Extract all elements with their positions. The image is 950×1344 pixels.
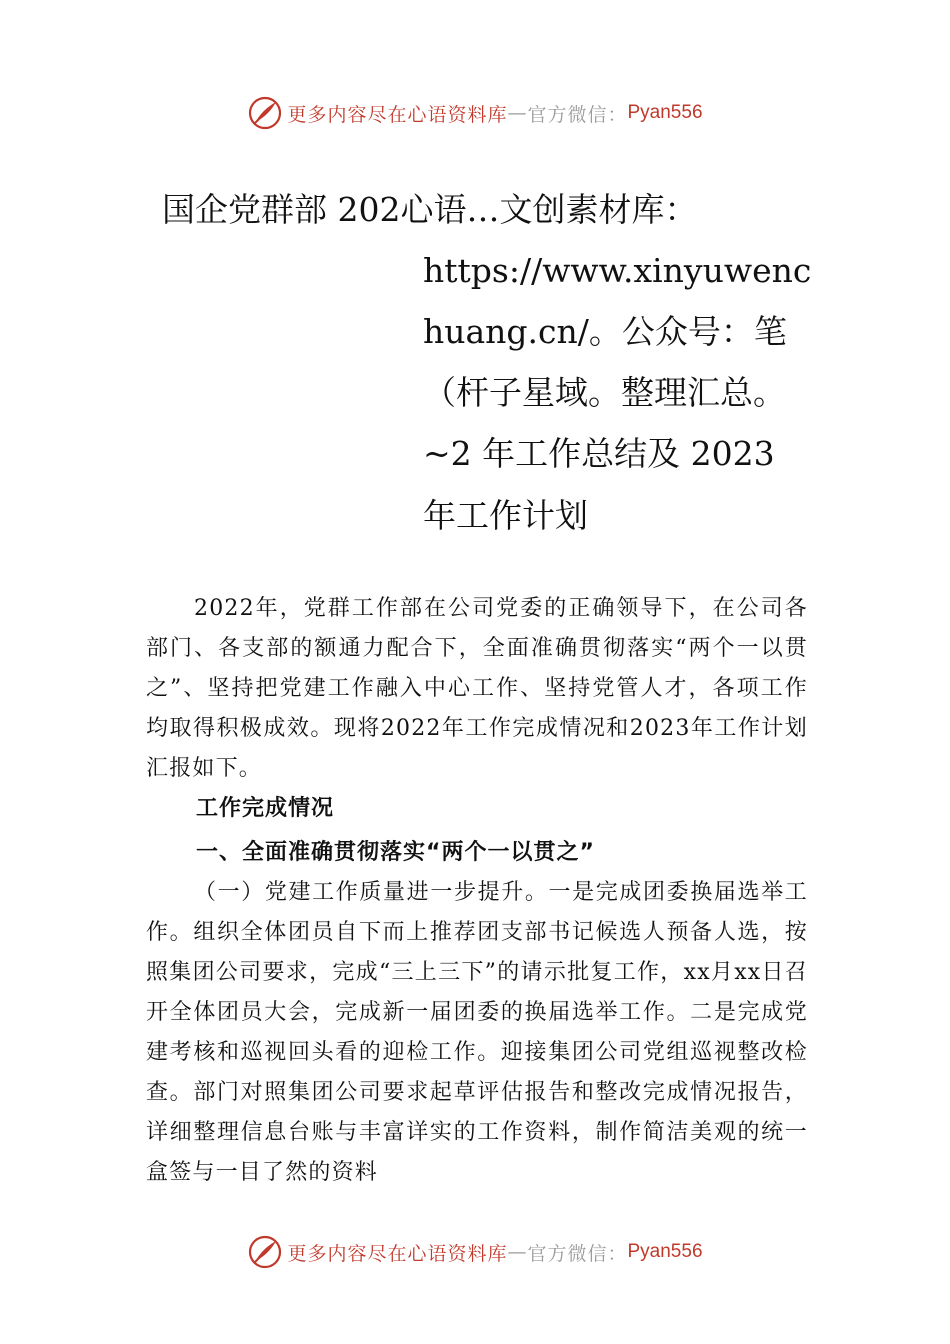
banner-dash: — — [507, 102, 528, 124]
intro-paragraph: 2022年，党群工作部在公司党委的正确领导下，在公司各部门、各支部的额通力配合下，全面准确贯彻落实“两个一以贯之”、坚持把党建工作融入中心工作、坚持党管人才，各项工作均取得积极成效。现将2022年工作完成情况和2023年工作计划汇报如下。 — [146, 596, 808, 781]
banner-site-text: 更多内容尽在心语资料库 — [287, 1242, 508, 1265]
footer-banner — [0, 1232, 950, 1272]
banner-wechat-id: Pyan556 — [627, 1241, 703, 1262]
banner-wechat-id: Pyan556 — [627, 102, 703, 123]
body-paragraph: （一）党建工作质量进一步提升。一是完成团委换届选举工作。组织全体团员自下而上推荐团支部书记候选人预备人选，按照集团公司要求，完成“三上三下”的请示批复工作，xx月xx日召开全体团员大会，完成新一届团委的换届选举工作。二是完成党建考核和巡视回头看的迎检工作。迎接集团公司党组巡视整改检查。部门对照集团公司要求起草评估报告和整改完成情况报告，详细整理信息台账与丰富详实的工作资料，制作简洁美观的统一盒签与一目了然的资料 — [146, 880, 808, 1185]
banner-official-label: 官方微信： — [527, 1242, 628, 1265]
document-title-line-3: （杆子星域。整理汇总。 — [423, 373, 786, 412]
document-title-line-2: huang.cn/。公众号：笔 — [423, 312, 787, 351]
document-title-line-1: https://www.xinyuwenc — [423, 251, 812, 290]
banner-official-label: 官方微信： — [527, 103, 628, 126]
header-banner — [0, 93, 950, 133]
quill-logo-icon — [247, 95, 283, 131]
document-title-line-0: 国企党群部 202心语…文创素材库： — [162, 190, 698, 229]
document-title-line-5: 年工作计划 — [423, 496, 588, 535]
banner-site-text: 更多内容尽在心语资料库 — [287, 103, 508, 126]
banner-dash: — — [507, 1241, 528, 1263]
section-heading: 工作完成情况 — [196, 796, 335, 821]
document-title-line-4: ~2 年工作总结及 2023 — [423, 434, 775, 473]
quill-logo-icon — [247, 1234, 283, 1270]
subsection-heading: 一、全面准确贯彻落实“两个一以贯之” — [196, 840, 595, 865]
